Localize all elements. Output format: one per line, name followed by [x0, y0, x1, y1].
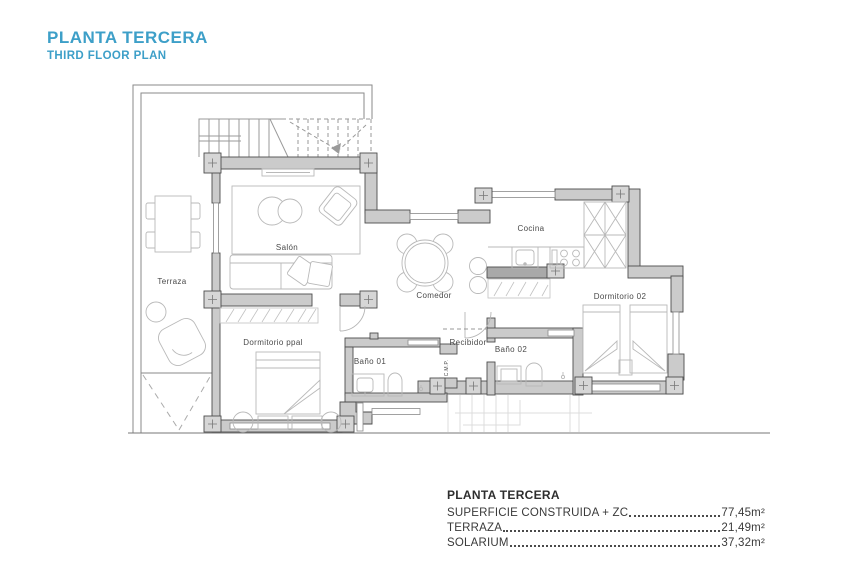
room-label-bano01: Baño 01: [353, 357, 387, 366]
wardrobe-hatch-dormppal: [220, 308, 318, 323]
dotted-leader: [503, 529, 720, 532]
counter-hatch-cocina: [488, 279, 550, 298]
legend-label: SUPERFICIE CONSTRUIDA + ZC: [447, 507, 629, 519]
room-label-bano02: Baño 02: [494, 345, 528, 354]
lower-stairs-faint: [448, 395, 592, 432]
legend-heading: PLANTA TERCERA: [447, 488, 560, 502]
lounge-chair: [155, 315, 209, 369]
cocina-furniture: [470, 202, 627, 294]
legend-value: 77,45m²: [721, 507, 765, 519]
page-title: PLANTA TERCERA: [47, 28, 208, 47]
legend-row-solarium: [447, 534, 765, 549]
legend-label: SOLARIUM: [447, 537, 509, 549]
room-label-cmp: C.M.P.: [444, 359, 450, 377]
legend-row-terraza: [447, 519, 765, 534]
bar-stool: [470, 258, 487, 275]
bar-stool: [470, 277, 487, 294]
room-label-recibidor: Recibidor: [449, 338, 487, 347]
dotted-leader: [629, 514, 720, 517]
armchair: [317, 185, 359, 227]
legend-value: 21,49m²: [721, 522, 765, 534]
upper-stairs: [199, 119, 371, 157]
stove-icon: [550, 247, 584, 268]
room-label-cocina: Cocina: [517, 224, 545, 233]
plant-icon: [146, 302, 166, 322]
legend-label: TERRAZA: [447, 522, 503, 534]
tall-cabinets: [584, 202, 626, 268]
void-dashed-marking: [143, 375, 211, 430]
dormitorio02-furniture: [583, 305, 667, 375]
room-label-dormitorio-ppal: Dormitorio ppal: [243, 338, 303, 347]
legend-row-superficie: [447, 504, 765, 519]
dotted-leader: [510, 544, 721, 547]
stair-direction-arrow: [331, 143, 341, 154]
toilet-icon: [388, 373, 402, 396]
page-subtitle: THIRD FLOOR PLAN: [47, 49, 167, 62]
room-label-terraza: Terraza: [157, 277, 187, 286]
legend-value: 37,32m²: [721, 537, 765, 549]
sofa: [230, 255, 333, 289]
room-label-dormitorio02: Dormitorio 02: [593, 292, 647, 301]
doors: [340, 306, 491, 338]
salon-furniture: [230, 169, 360, 289]
room-label-comedor: Comedor: [416, 291, 452, 300]
room-label-salon: Salón: [275, 243, 299, 252]
bano01-fixtures: [352, 373, 423, 396]
sink-icon: [512, 247, 538, 268]
comedor-furniture: [397, 234, 453, 292]
area-legend: [447, 488, 765, 549]
